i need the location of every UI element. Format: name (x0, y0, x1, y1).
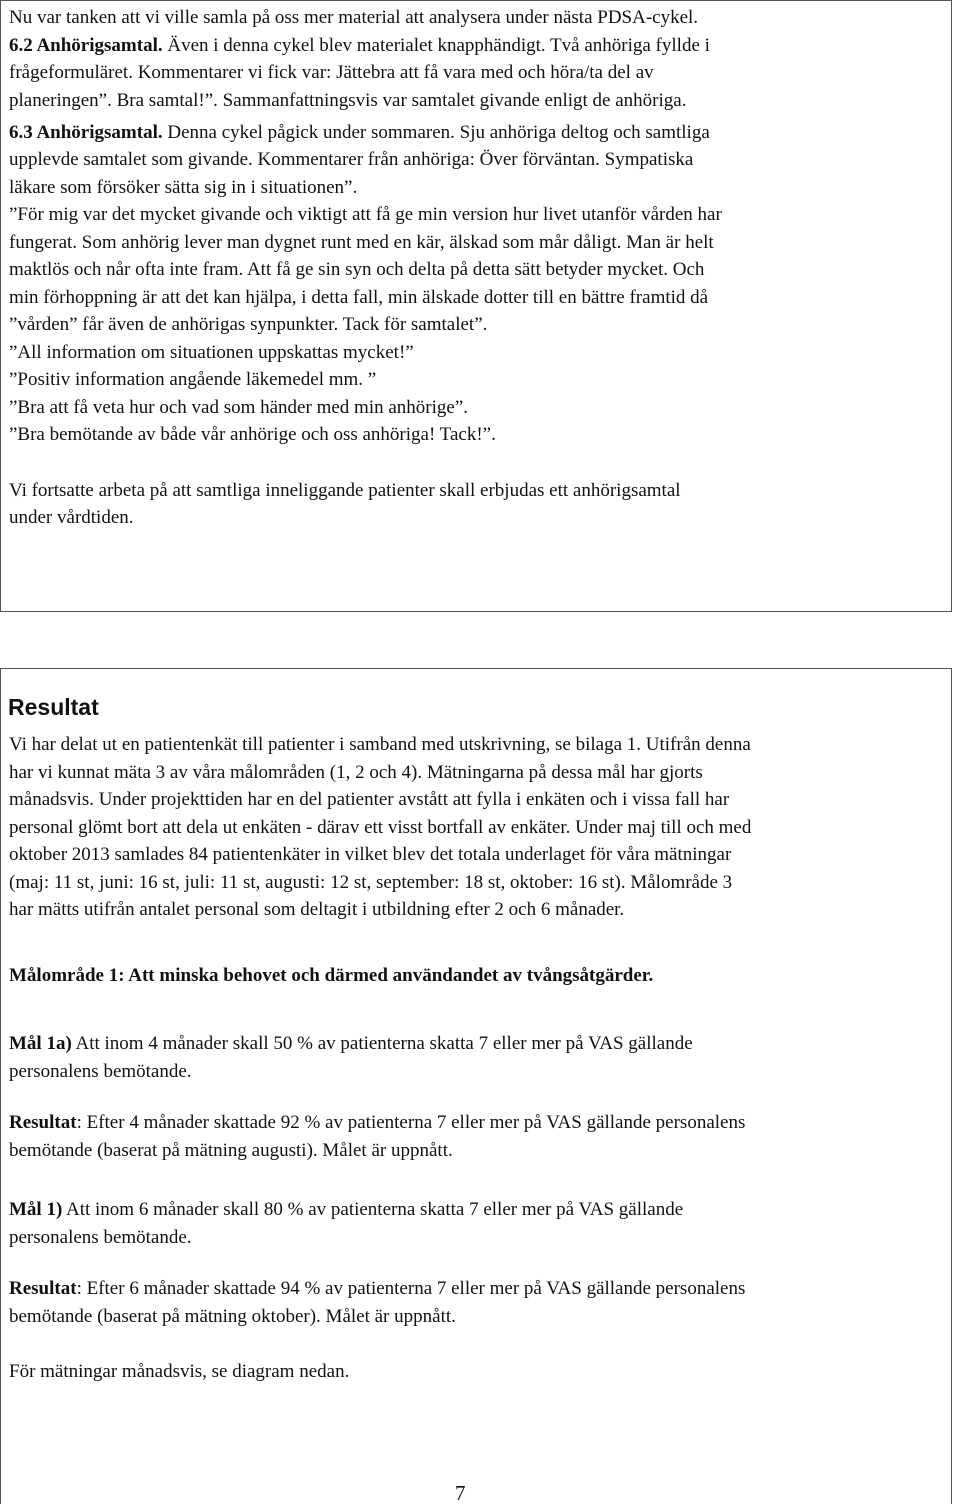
resultat-2-line: bemötande (baserat på mätning oktober). Målet är uppnått. (9, 1306, 456, 1327)
paragraph-line: har mätts utifrån antalet personal som deltagit i utbildning efter 2 och 6 månader. (9, 899, 625, 920)
mal-1a-line: Mål 1a) Att inom 4 månader skall 50 % av patienterna skatta 7 eller mer på VAS gällande (9, 1033, 693, 1054)
text-line: läkare som försöker sätta sig in i situationen”. (9, 177, 358, 198)
mal-1-line: Mål 1) Att inom 6 månader skall 80 % av patienterna skatta 7 eller mer på VAS gällande (9, 1199, 684, 1220)
text-line: 6.3 Anhörigsamtal. Denna cykel pågick under sommaren. Sju anhöriga deltog och samtliga (9, 122, 710, 143)
resultat-2-line: Resultat: Efter 6 månader skattade 94 % av patienterna 7 eller mer på VAS gällande personalens (9, 1278, 746, 1299)
quote-line: ”Bra att få veta hur och vad som händer med min anhörige”. (9, 397, 468, 418)
paragraph-line: personal glömt bort att dela ut enkäten - därav ett visst bortfall av enkäter. Under maj till och med (9, 817, 752, 838)
text-line: maktlös och når ofta inte fram. Att få ge sin syn och delta på detta sätt betyder mycket. Och (9, 259, 705, 280)
paragraph-line: månadsvis. Under projekttiden har en del patienter avstått att fylla i enkäten och i vissa fall har (9, 789, 730, 810)
mal-1-line: personalens bemötande. (9, 1227, 192, 1248)
quote-line: ”Bra bemötande av både vår anhörige och oss anhöriga! Tack!”. (9, 424, 496, 445)
resultat-1-line: bemötande (baserat på mätning augusti). Målet är uppnått. (9, 1140, 453, 1161)
section-heading-resultat: Resultat (8, 694, 99, 720)
text-line: Nu var tanken att vi ville samla på oss mer material att analysera under nästa PDSA-cykel. (9, 7, 699, 28)
text-line: ”För mig var det mycket givande och viktigt att få ge min version hur livet utanför vården har (9, 204, 722, 225)
paragraph-line: oktober 2013 samlades 84 patientenkäter in vilket blev det totala underlaget för våra mätningar (9, 844, 732, 865)
text-line: 6.2 Anhörigsamtal. Även i denna cykel blev materialet knapphändigt. Två anhöriga fyllde i (9, 35, 710, 56)
text-line: planeringen”. Bra samtal!”. Sammanfattningsvis var samtalet givande enligt de anhöriga. (9, 90, 687, 111)
text-line: under vårdtiden. (9, 507, 134, 528)
text-line: fungerat. Som anhörig lever man dygnet runt med en kär, älskad som mår dåligt. Man är helt (9, 232, 714, 253)
paragraph-line: Vi har delat ut en patientenkät till patienter i samband med utskrivning, se bilaga 1. Utifrån denna (9, 734, 751, 755)
paragraph-line: (maj: 11 st, juni: 16 st, juli: 11 st, augusti: 12 st, september: 18 st, oktober: 16 st). Målområde 3 (9, 872, 733, 893)
section-label-6-2: 6.2 Anhörigsamtal. (9, 35, 163, 56)
mal-1a-line: personalens bemötande. (9, 1061, 192, 1082)
text-line: ”vården” får även de anhörigas synpunkter. Tack för samtalet”. (9, 314, 488, 335)
quote-line: ”Positiv information angående läkemedel mm. ” (9, 369, 377, 390)
page-number: 7 (455, 1481, 466, 1505)
text-line: upplevde samtalet som givande. Kommentarer från anhöriga: Över förväntan. Sympatiska (9, 149, 694, 170)
malomrade-heading: Målområde 1: Att minska behovet och därmed användandet av tvångsåtgärder. (9, 965, 654, 986)
quote-line: ”All information om situationen uppskattas mycket!” (9, 342, 414, 363)
text-line: min förhoppning är att det kan hjälpa, i detta fall, min älskade dotter till en bättre framtid då (9, 287, 709, 308)
closing-line: För mätningar månadsvis, se diagram nedan. (9, 1361, 350, 1382)
resultat-1-line: Resultat: Efter 4 månader skattade 92 % av patienterna 7 eller mer på VAS gällande personalens (9, 1112, 746, 1133)
text-line: Vi fortsatte arbeta på att samtliga inneliggande patienter skall erbjudas ett anhörigsamtal (9, 480, 681, 501)
text-line: frågeformuläret. Kommentarer vi fick var: Jättebra att få vara med och höra/ta del av (9, 62, 654, 83)
paragraph-line: har vi kunnat mäta 3 av våra målområden (1, 2 och 4). Mätningarna på dessa mål har gjorts (9, 762, 703, 783)
section-label-6-3: 6.3 Anhörigsamtal. (9, 122, 163, 143)
